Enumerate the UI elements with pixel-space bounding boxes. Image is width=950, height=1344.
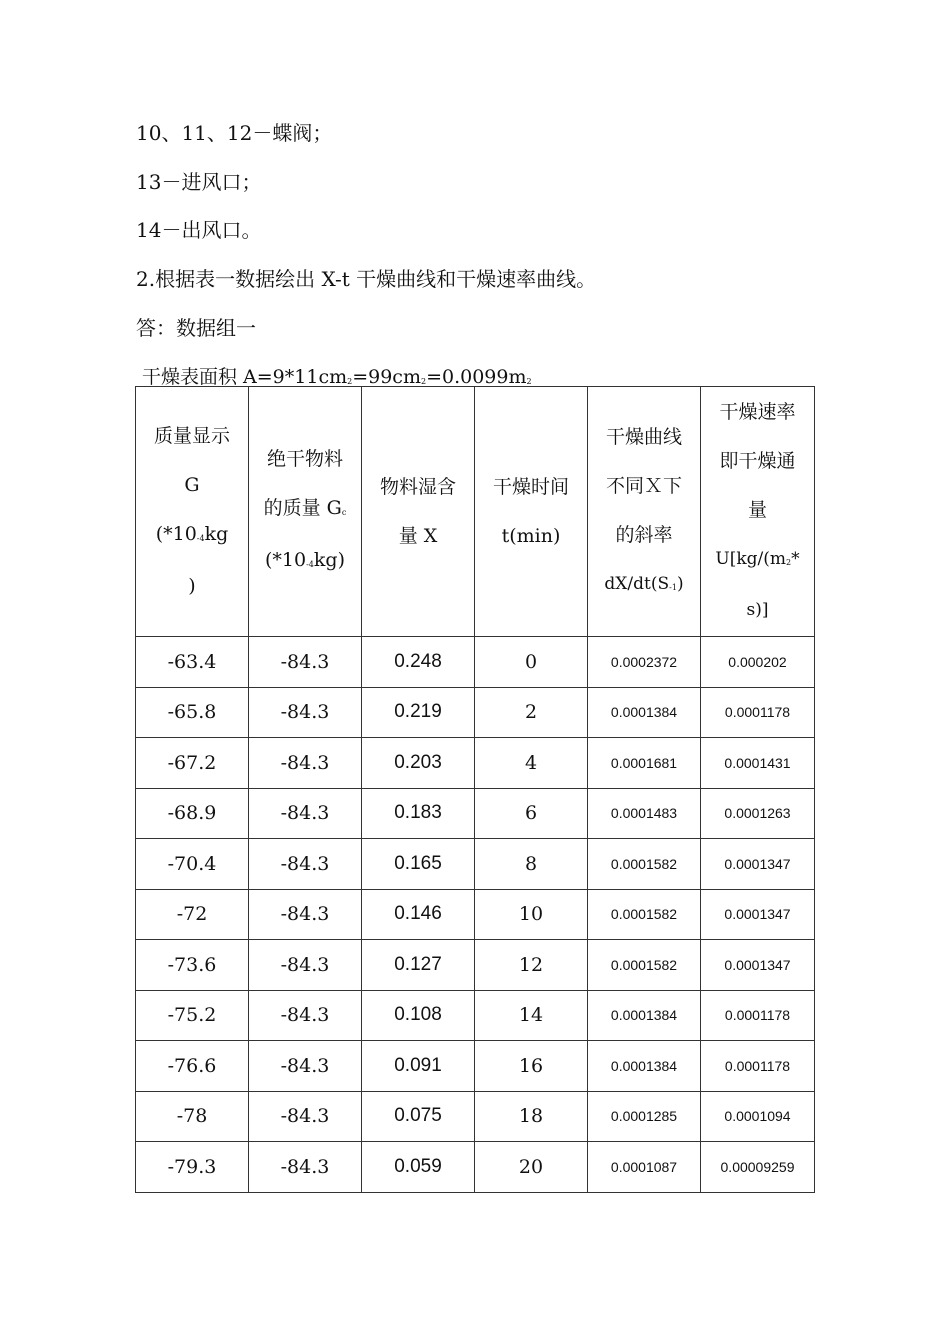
cell-slope: 0.0001384 — [588, 990, 701, 1041]
cell-slope: 0.0001681 — [588, 738, 701, 789]
table-header-row — [136, 387, 815, 637]
cell-dry-mass: -84.3 — [249, 990, 362, 1041]
cell-rate: 0.0001347 — [701, 940, 815, 991]
cell-dry-mass: -84.3 — [249, 1041, 362, 1092]
cell-time: 2 — [475, 687, 588, 738]
cell-moisture: 0.091 — [362, 1041, 475, 1092]
cell-time: 12 — [475, 940, 588, 991]
cell-mass: -72 — [136, 889, 249, 940]
cell-dry-mass: -84.3 — [249, 940, 362, 991]
cell-moisture: 0.108 — [362, 990, 475, 1041]
cell-time: 18 — [475, 1091, 588, 1142]
header-dry-mass: 绝干物料 的质量 $G_c$ $(*10_{-4}kg)$ — [249, 387, 362, 637]
cell-rate: 0.0001347 — [701, 839, 815, 890]
cell-time: 4 — [475, 738, 588, 789]
text-line-valves: 10、11、12－蝶阀； — [136, 121, 333, 145]
cell-moisture: 0.075 — [362, 1091, 475, 1142]
cell-mass: -78 — [136, 1091, 249, 1142]
table-row — [136, 1041, 815, 1092]
table-body — [136, 637, 815, 1193]
cell-dry-mass: -84.3 — [249, 1142, 362, 1193]
cell-dry-mass: -84.3 — [249, 687, 362, 738]
table-row — [136, 788, 815, 839]
table-row — [136, 1142, 815, 1193]
cell-time: 14 — [475, 990, 588, 1041]
cell-time: 10 — [475, 889, 588, 940]
cell-time: 16 — [475, 1041, 588, 1092]
cell-mass: -63.4 — [136, 637, 249, 688]
cell-moisture: 0.127 — [362, 940, 475, 991]
header-mass-display: 质量显示 G ($*10_{-4}kg$ ) — [136, 387, 249, 637]
cell-rate: 0.0001431 — [701, 738, 815, 789]
cell-time: 6 — [475, 788, 588, 839]
table-row — [136, 889, 815, 940]
cell-moisture: 0.059 — [362, 1142, 475, 1193]
cell-rate: 0.000202 — [701, 637, 815, 688]
table-row — [136, 990, 815, 1041]
table-row — [136, 637, 815, 688]
cell-moisture: 0.165 — [362, 839, 475, 890]
cell-slope: 0.0001384 — [588, 687, 701, 738]
cell-rate: 0.0001263 — [701, 788, 815, 839]
table-row — [136, 1091, 815, 1142]
cell-moisture: 0.203 — [362, 738, 475, 789]
cell-moisture: 0.219 — [362, 687, 475, 738]
table-row — [136, 839, 815, 890]
cell-dry-mass: -84.3 — [249, 1091, 362, 1142]
cell-dry-mass: -84.3 — [249, 788, 362, 839]
cell-dry-mass: -84.3 — [249, 839, 362, 890]
cell-slope: 0.0001582 — [588, 889, 701, 940]
drying-data-table — [135, 386, 815, 1193]
table-caption: 干燥表面积 $A=9*11cm_2=99cm_2=0.0099m_2$ — [142, 366, 532, 388]
cell-mass: -75.2 — [136, 990, 249, 1041]
cell-mass: -73.6 — [136, 940, 249, 991]
text-line-inlet: 13－进风口； — [136, 170, 262, 194]
cell-rate: 0.0001347 — [701, 889, 815, 940]
text-line-answer: 答：数据组一 — [136, 316, 256, 340]
cell-moisture: 0.248 — [362, 637, 475, 688]
cell-mass: -79.3 — [136, 1142, 249, 1193]
cell-moisture: 0.146 — [362, 889, 475, 940]
cell-dry-mass: -84.3 — [249, 738, 362, 789]
cell-slope: 0.0001483 — [588, 788, 701, 839]
text-line-task: 2.根据表一数据绘出 X-t 干燥曲线和干燥速率曲线。 — [136, 267, 597, 291]
cell-mass: -76.6 — [136, 1041, 249, 1092]
cell-dry-mass: -84.3 — [249, 889, 362, 940]
cell-mass: -65.8 — [136, 687, 249, 738]
cell-rate: 0.0001094 — [701, 1091, 815, 1142]
cell-rate: 0.0001178 — [701, 1041, 815, 1092]
cell-rate: 0.0001178 — [701, 990, 815, 1041]
cell-slope: 0.0001087 — [588, 1142, 701, 1193]
cell-slope: 0.0002372 — [588, 637, 701, 688]
cell-slope: 0.0001384 — [588, 1041, 701, 1092]
text-line-outlet: 14－出风口。 — [136, 218, 262, 242]
table-row — [136, 940, 815, 991]
header-moisture-content: 物料湿含 量 X — [362, 387, 475, 637]
cell-moisture: 0.183 — [362, 788, 475, 839]
header-slope: 干燥曲线 不同Ｘ下 的斜率 $dX/dt(S_{-1})$ — [588, 387, 701, 637]
cell-time: 20 — [475, 1142, 588, 1193]
cell-time: 8 — [475, 839, 588, 890]
cell-rate: 0.00009259 — [701, 1142, 815, 1193]
cell-slope: 0.0001582 — [588, 940, 701, 991]
table-row — [136, 687, 815, 738]
cell-slope: 0.0001285 — [588, 1091, 701, 1142]
cell-dry-mass: -84.3 — [249, 637, 362, 688]
cell-time: 0 — [475, 637, 588, 688]
cell-slope: 0.0001582 — [588, 839, 701, 890]
cell-mass: -68.9 — [136, 788, 249, 839]
header-drying-rate: 干燥速率 即干燥通 量 $U[kg/(m_2*$ s)] — [701, 387, 815, 637]
table-row — [136, 738, 815, 789]
cell-mass: -67.2 — [136, 738, 249, 789]
header-drying-time: 干燥时间 t(min) — [475, 387, 588, 637]
cell-mass: -70.4 — [136, 839, 249, 890]
cell-rate: 0.0001178 — [701, 687, 815, 738]
